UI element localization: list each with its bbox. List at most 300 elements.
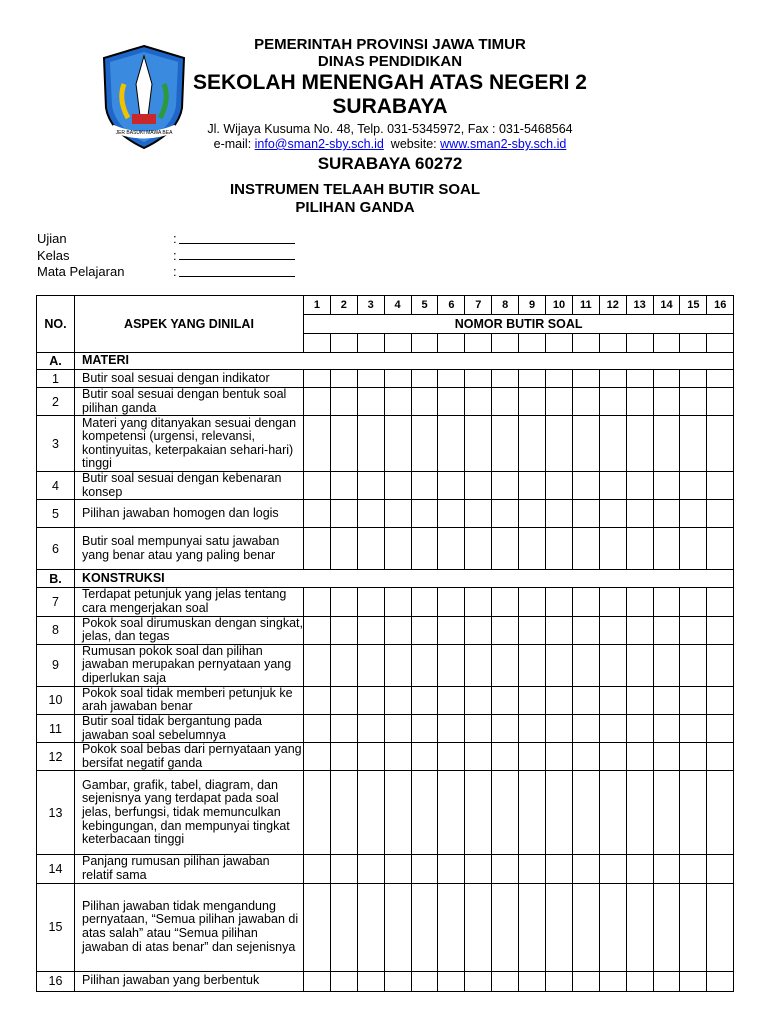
score-cell[interactable] (357, 971, 384, 991)
score-cell[interactable] (465, 714, 492, 742)
score-cell[interactable] (411, 616, 438, 644)
aspect-text: Pilihan jawaban tidak mengandung pernyataan, “Semua pilihan jawaban di atas salah” atau “Semua pilihan jawaban di atas benar” dan sejenisnya (75, 883, 304, 971)
score-cell[interactable] (653, 855, 680, 883)
score-cell[interactable] (546, 771, 573, 855)
score-cell[interactable] (572, 416, 599, 472)
score-cell[interactable] (384, 370, 411, 388)
score-cell[interactable] (330, 855, 357, 883)
score-cell[interactable] (465, 416, 492, 472)
score-cell[interactable] (411, 472, 438, 500)
score-cell[interactable] (572, 472, 599, 500)
score-cell[interactable] (707, 370, 734, 388)
score-cell[interactable] (411, 388, 438, 416)
letterhead (190, 36, 590, 174)
score-cell[interactable] (519, 500, 546, 528)
score-cell[interactable] (599, 500, 626, 528)
score-cell[interactable] (626, 416, 653, 472)
score-cell[interactable] (465, 771, 492, 855)
score-cell[interactable] (707, 686, 734, 714)
score-cell[interactable] (519, 855, 546, 883)
column-number: 16 (707, 296, 734, 315)
score-cell[interactable] (653, 500, 680, 528)
score-cell[interactable] (330, 528, 357, 570)
score-cell[interactable] (572, 714, 599, 742)
score-cell[interactable] (357, 771, 384, 855)
score-cell[interactable] (465, 370, 492, 388)
score-cell[interactable] (572, 971, 599, 991)
score-cell[interactable] (357, 388, 384, 416)
score-cell[interactable] (384, 714, 411, 742)
score-cell[interactable] (330, 416, 357, 472)
score-cell[interactable] (384, 588, 411, 616)
score-cell[interactable] (411, 855, 438, 883)
score-cell[interactable] (438, 686, 465, 714)
score-cell[interactable] (357, 883, 384, 971)
aspect-text: Materi yang ditanyakan sesuai dengan kompetensi (urgensi, relevansi, kontinyuitas, keterpakaian sehari-hari) tinggi (75, 416, 304, 472)
score-cell[interactable] (330, 743, 357, 771)
score-cell[interactable] (546, 416, 573, 472)
score-cell[interactable] (707, 416, 734, 472)
score-cell[interactable] (680, 855, 707, 883)
score-cell[interactable] (680, 472, 707, 500)
blank-header-cell[interactable] (384, 334, 411, 353)
score-cell[interactable] (653, 883, 680, 971)
score-cell[interactable] (626, 388, 653, 416)
score-cell[interactable] (680, 686, 707, 714)
score-cell[interactable] (707, 855, 734, 883)
score-cell[interactable] (707, 616, 734, 644)
score-cell[interactable] (599, 528, 626, 570)
score-cell[interactable] (599, 388, 626, 416)
score-cell[interactable] (465, 472, 492, 500)
score-cell[interactable] (330, 500, 357, 528)
score-cell[interactable] (599, 416, 626, 472)
aspect-text: Rumusan pokok soal dan pilihan jawaban merupakan pernyataan yang diperlukan saja (75, 644, 304, 686)
score-cell[interactable] (707, 588, 734, 616)
score-cell[interactable] (330, 588, 357, 616)
score-cell[interactable] (304, 388, 331, 416)
score-cell[interactable] (411, 686, 438, 714)
score-cell[interactable] (357, 500, 384, 528)
score-cell[interactable] (411, 971, 438, 991)
score-cell[interactable] (707, 771, 734, 855)
score-cell[interactable] (304, 370, 331, 388)
score-cell[interactable] (707, 714, 734, 742)
score-cell[interactable] (304, 883, 331, 971)
score-cell[interactable] (519, 743, 546, 771)
score-cell[interactable] (438, 528, 465, 570)
score-cell[interactable] (599, 714, 626, 742)
score-cell[interactable] (626, 714, 653, 742)
blank-header-cell[interactable] (653, 334, 680, 353)
score-cell[interactable] (680, 528, 707, 570)
title-line-2: PILIHAN GANDA (295, 199, 415, 216)
score-cell[interactable] (384, 644, 411, 686)
score-cell[interactable] (492, 416, 519, 472)
score-cell[interactable] (519, 883, 546, 971)
score-cell[interactable] (707, 883, 734, 971)
score-cell[interactable] (304, 743, 331, 771)
score-cell[interactable] (572, 883, 599, 971)
score-cell[interactable] (680, 771, 707, 855)
score-cell[interactable] (357, 528, 384, 570)
score-cell[interactable] (546, 588, 573, 616)
kelas-blank-line[interactable] (179, 259, 295, 260)
score-cell[interactable] (492, 743, 519, 771)
score-cell[interactable] (465, 388, 492, 416)
score-cell[interactable] (492, 883, 519, 971)
svg-text:JER BASUKI MAWA BEA: JER BASUKI MAWA BEA (115, 130, 173, 136)
score-cell[interactable] (330, 971, 357, 991)
score-cell[interactable] (438, 855, 465, 883)
score-cell[interactable] (626, 855, 653, 883)
score-cell[interactable] (572, 528, 599, 570)
score-cell[interactable] (465, 743, 492, 771)
score-cell[interactable] (707, 528, 734, 570)
score-cell[interactable] (680, 971, 707, 991)
score-cell[interactable] (626, 472, 653, 500)
score-cell[interactable] (626, 644, 653, 686)
score-cell[interactable] (519, 714, 546, 742)
score-cell[interactable] (653, 370, 680, 388)
field-colon: : (173, 247, 177, 263)
score-cell[interactable] (572, 855, 599, 883)
score-cell[interactable] (599, 588, 626, 616)
score-cell[interactable] (546, 388, 573, 416)
score-cell[interactable] (492, 528, 519, 570)
score-cell[interactable] (357, 855, 384, 883)
score-cell[interactable] (384, 855, 411, 883)
score-cell[interactable] (519, 588, 546, 616)
score-cell[interactable] (465, 528, 492, 570)
score-cell[interactable] (572, 771, 599, 855)
score-cell[interactable] (438, 771, 465, 855)
score-cell[interactable] (492, 855, 519, 883)
score-cell[interactable] (492, 370, 519, 388)
blank-header-cell[interactable] (304, 334, 331, 353)
score-cell[interactable] (438, 588, 465, 616)
score-cell[interactable] (357, 616, 384, 644)
score-cell[interactable] (653, 971, 680, 991)
table-row (37, 370, 734, 388)
score-cell[interactable] (546, 883, 573, 971)
table-row (37, 771, 734, 855)
score-cell[interactable] (626, 370, 653, 388)
score-cell[interactable] (680, 644, 707, 686)
score-cell[interactable] (465, 588, 492, 616)
score-cell[interactable] (304, 588, 331, 616)
score-cell[interactable] (519, 528, 546, 570)
score-cell[interactable] (438, 714, 465, 742)
blank-header-cell[interactable] (465, 334, 492, 353)
score-cell[interactable] (653, 714, 680, 742)
score-cell[interactable] (653, 588, 680, 616)
score-cell[interactable] (653, 616, 680, 644)
score-cell[interactable] (438, 644, 465, 686)
score-cell[interactable] (680, 370, 707, 388)
score-cell[interactable] (653, 644, 680, 686)
score-cell[interactable] (707, 500, 734, 528)
row-number: 4 (37, 472, 75, 500)
website-link[interactable]: www.sman2-sby.sch.id (440, 137, 567, 151)
score-cell[interactable] (384, 883, 411, 971)
score-cell[interactable] (626, 743, 653, 771)
table-row (37, 686, 734, 714)
score-cell[interactable] (546, 500, 573, 528)
score-cell[interactable] (384, 616, 411, 644)
blank-header-cell[interactable] (572, 334, 599, 353)
score-cell[interactable] (653, 528, 680, 570)
score-cell[interactable] (357, 644, 384, 686)
score-cell[interactable] (492, 616, 519, 644)
score-cell[interactable] (653, 416, 680, 472)
score-cell[interactable] (626, 616, 653, 644)
score-cell[interactable] (438, 416, 465, 472)
score-cell[interactable] (599, 686, 626, 714)
score-cell[interactable] (572, 743, 599, 771)
score-cell[interactable] (411, 370, 438, 388)
mata-pelajaran-blank-line[interactable] (179, 276, 295, 277)
score-cell[interactable] (411, 883, 438, 971)
score-cell[interactable] (438, 971, 465, 991)
score-cell[interactable] (546, 370, 573, 388)
score-cell[interactable] (519, 388, 546, 416)
score-cell[interactable] (707, 971, 734, 991)
score-cell[interactable] (519, 416, 546, 472)
score-cell[interactable] (330, 883, 357, 971)
score-cell[interactable] (384, 771, 411, 855)
score-cell[interactable] (519, 771, 546, 855)
score-cell[interactable] (384, 971, 411, 991)
score-cell[interactable] (330, 370, 357, 388)
column-number: 7 (465, 296, 492, 315)
score-cell[interactable] (304, 528, 331, 570)
score-cell[interactable] (438, 500, 465, 528)
score-cell[interactable] (492, 500, 519, 528)
score-cell[interactable] (546, 743, 573, 771)
score-cell[interactable] (707, 743, 734, 771)
school-name: SEKOLAH MENENGAH ATAS NEGERI 2 (193, 71, 587, 94)
score-cell[interactable] (626, 588, 653, 616)
score-cell[interactable] (411, 416, 438, 472)
score-cell[interactable] (546, 528, 573, 570)
score-cell[interactable] (546, 971, 573, 991)
government-name: PEMERINTAH PROVINSI JAWA TIMUR (254, 36, 526, 53)
score-cell[interactable] (411, 588, 438, 616)
score-cell[interactable] (519, 644, 546, 686)
score-cell[interactable] (465, 500, 492, 528)
score-cell[interactable] (304, 416, 331, 472)
blank-header-cell[interactable] (330, 334, 357, 353)
score-cell[interactable] (465, 883, 492, 971)
score-cell[interactable] (438, 370, 465, 388)
row-number: 11 (37, 714, 75, 742)
score-cell[interactable] (626, 528, 653, 570)
score-cell[interactable] (653, 771, 680, 855)
row-number: 9 (37, 644, 75, 686)
score-cell[interactable] (599, 743, 626, 771)
score-cell[interactable] (304, 500, 331, 528)
score-cell[interactable] (384, 743, 411, 771)
blank-header-cell[interactable] (438, 334, 465, 353)
blank-header-cell[interactable] (546, 334, 573, 353)
score-cell[interactable] (653, 472, 680, 500)
score-cell[interactable] (707, 472, 734, 500)
score-cell[interactable] (680, 416, 707, 472)
score-cell[interactable] (680, 388, 707, 416)
score-cell[interactable] (411, 743, 438, 771)
field-colon: : (173, 264, 177, 279)
score-cell[interactable] (519, 472, 546, 500)
score-cell[interactable] (330, 616, 357, 644)
score-cell[interactable] (357, 588, 384, 616)
score-cell[interactable] (384, 528, 411, 570)
score-cell[interactable] (438, 743, 465, 771)
score-cell[interactable] (384, 472, 411, 500)
score-cell[interactable] (599, 644, 626, 686)
score-cell[interactable] (599, 883, 626, 971)
score-cell[interactable] (330, 686, 357, 714)
column-number: 3 (357, 296, 384, 315)
score-cell[interactable] (519, 616, 546, 644)
contact-line (190, 137, 590, 151)
score-cell[interactable] (304, 472, 331, 500)
score-cell[interactable] (626, 883, 653, 971)
score-cell[interactable] (465, 686, 492, 714)
score-cell[interactable] (599, 616, 626, 644)
blank-header-cell[interactable] (519, 334, 546, 353)
score-cell[interactable] (357, 370, 384, 388)
score-cell[interactable] (465, 616, 492, 644)
score-cell[interactable] (492, 971, 519, 991)
row-number: 8 (37, 616, 75, 644)
score-cell[interactable] (330, 388, 357, 416)
score-cell[interactable] (492, 588, 519, 616)
score-cell[interactable] (304, 771, 331, 855)
blank-header-cell[interactable] (599, 334, 626, 353)
score-cell[interactable] (304, 855, 331, 883)
score-cell[interactable] (546, 644, 573, 686)
score-cell[interactable] (438, 883, 465, 971)
score-cell[interactable] (330, 714, 357, 742)
score-cell[interactable] (492, 714, 519, 742)
score-cell[interactable] (492, 771, 519, 855)
score-cell[interactable] (465, 644, 492, 686)
section-letter: B. (37, 570, 75, 588)
score-cell[interactable] (384, 416, 411, 472)
score-cell[interactable] (653, 388, 680, 416)
aspect-text: Butir soal mempunyai satu jawaban yang benar atau yang paling benar (75, 528, 304, 570)
score-cell[interactable] (304, 714, 331, 742)
score-cell[interactable] (572, 644, 599, 686)
score-cell[interactable] (680, 714, 707, 742)
score-cell[interactable] (707, 388, 734, 416)
score-cell[interactable] (572, 370, 599, 388)
score-cell[interactable] (546, 472, 573, 500)
score-cell[interactable] (330, 771, 357, 855)
score-cell[interactable] (653, 686, 680, 714)
score-cell[interactable] (411, 500, 438, 528)
blank-header-cell[interactable] (707, 334, 734, 353)
score-cell[interactable] (330, 644, 357, 686)
score-cell[interactable] (572, 500, 599, 528)
score-cell[interactable] (572, 616, 599, 644)
score-cell[interactable] (626, 500, 653, 528)
blank-header-cell[interactable] (357, 334, 384, 353)
score-cell[interactable] (572, 588, 599, 616)
score-cell[interactable] (304, 686, 331, 714)
score-cell[interactable] (626, 771, 653, 855)
score-cell[interactable] (492, 686, 519, 714)
score-cell[interactable] (304, 971, 331, 991)
score-cell[interactable] (438, 616, 465, 644)
score-cell[interactable] (626, 686, 653, 714)
ujian-blank-line[interactable] (179, 243, 295, 244)
score-cell[interactable] (546, 714, 573, 742)
blank-header-cell[interactable] (680, 334, 707, 353)
score-cell[interactable] (599, 771, 626, 855)
blank-header-cell[interactable] (626, 334, 653, 353)
score-cell[interactable] (438, 472, 465, 500)
score-cell[interactable] (411, 771, 438, 855)
score-cell[interactable] (465, 971, 492, 991)
score-cell[interactable] (519, 971, 546, 991)
score-cell[interactable] (357, 714, 384, 742)
score-cell[interactable] (680, 500, 707, 528)
score-cell[interactable] (438, 388, 465, 416)
score-cell[interactable] (357, 686, 384, 714)
score-cell[interactable] (572, 388, 599, 416)
score-cell[interactable] (680, 743, 707, 771)
score-cell[interactable] (599, 971, 626, 991)
blank-header-cell[interactable] (411, 334, 438, 353)
score-cell[interactable] (465, 855, 492, 883)
score-cell[interactable] (411, 644, 438, 686)
score-cell[interactable] (680, 616, 707, 644)
score-cell[interactable] (304, 616, 331, 644)
score-cell[interactable] (572, 686, 599, 714)
score-cell[interactable] (546, 616, 573, 644)
score-cell[interactable] (357, 743, 384, 771)
email-link[interactable]: info@sman2-sby.sch.id (254, 137, 384, 151)
score-cell[interactable] (546, 686, 573, 714)
score-cell[interactable] (492, 644, 519, 686)
score-cell[interactable] (492, 388, 519, 416)
score-cell[interactable] (384, 388, 411, 416)
score-cell[interactable] (599, 370, 626, 388)
score-cell[interactable] (519, 686, 546, 714)
score-cell[interactable] (411, 714, 438, 742)
score-cell[interactable] (411, 528, 438, 570)
score-cell[interactable] (599, 472, 626, 500)
score-cell[interactable] (384, 500, 411, 528)
score-cell[interactable] (680, 588, 707, 616)
score-cell[interactable] (357, 416, 384, 472)
score-cell[interactable] (653, 743, 680, 771)
score-cell[interactable] (680, 883, 707, 971)
score-cell[interactable] (599, 855, 626, 883)
score-cell[interactable] (384, 686, 411, 714)
score-cell[interactable] (546, 855, 573, 883)
score-cell[interactable] (357, 472, 384, 500)
score-cell[interactable] (707, 644, 734, 686)
blank-header-cell[interactable] (492, 334, 519, 353)
score-cell[interactable] (492, 472, 519, 500)
score-cell[interactable] (626, 971, 653, 991)
score-cell[interactable] (330, 472, 357, 500)
score-cell[interactable] (304, 644, 331, 686)
score-cell[interactable] (519, 370, 546, 388)
